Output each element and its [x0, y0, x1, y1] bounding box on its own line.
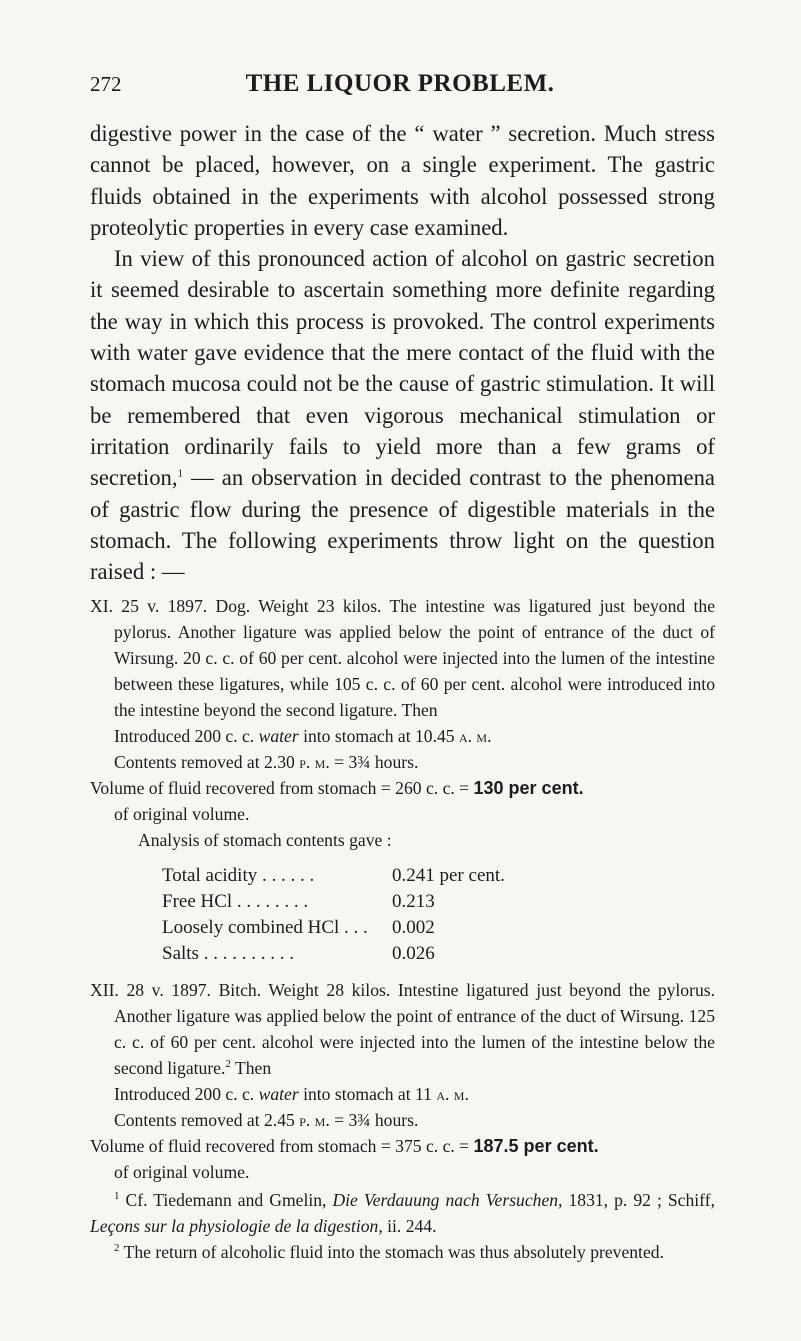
analysis-row — [162, 941, 505, 967]
footnote-1-title-2: Leçons sur la physiologie de la digestion, — [90, 1216, 383, 1237]
experiment-xii-lead — [90, 977, 715, 1081]
exp-xii-then: Then — [230, 1058, 272, 1079]
exp-xii-introduced-text: Introduced 200 c. c. — [114, 1084, 259, 1105]
footnote-1-title-1: Die Verdauung nach Versuchen, — [332, 1190, 563, 1211]
exp-xii-time-pm: p. m. — [299, 1110, 330, 1131]
analysis-row — [162, 889, 505, 915]
exp-xi-introduced-text-2: into stomach at 10.45 — [298, 726, 459, 747]
paragraph-2 — [90, 243, 715, 587]
exp-xii-introduced-text-2: into stomach at 11 — [298, 1084, 437, 1105]
analysis-label: Total acidity . . . . . . — [162, 865, 315, 887]
analysis-label: Loosely combined HCl . . . — [162, 917, 368, 939]
experiment-xii — [90, 977, 715, 1185]
exp-xi-time-am: a. m. — [458, 726, 492, 747]
body-text — [90, 118, 715, 1265]
footnote-2 — [90, 1239, 715, 1265]
exp-xii-volume-text: Volume of fluid recovered from stomach = 375 c. c. = — [90, 1136, 474, 1157]
page-header — [90, 70, 710, 100]
analysis-value: 0.026 — [392, 943, 435, 965]
exp-xii-removed-text-2: = 3¾ hours. — [329, 1110, 419, 1131]
experiment-xi-lead: XI. 25 v. 1897. Dog. Weight 23 kilos. The intestine was ligatured just beyond the pylorus. Another ligature was applied below the point of entrance of the duct of Wirsung. 20 c. c. of 60 per cent. alcohol were injected into the lumen of the intestine between these ligatures, while 105 c. c. of 60 per cent. alcohol were introduced into the intestine beyond the second ligature. Then — [90, 596, 715, 721]
exp-xii-water: water — [258, 1084, 299, 1105]
footnote-ref-1: 1 — [177, 467, 184, 480]
experiment-xi-volume — [90, 775, 715, 801]
footnote-ref-2: 2 — [225, 1058, 231, 1071]
exp-xii-volume-percent: 187.5 per cent. — [473, 1136, 599, 1157]
exp-xii-lead-text: XII. 28 v. 1897. Bitch. Weight 28 kilos. Intestine ligatured just beyond the pylorus. Another ligature was applied below the point of entrance of the duct of Wirsung. 125 c. c. of 60 per cent. alcohol were injected into the lumen of the intestine below the second ligature. — [90, 980, 715, 1079]
experiment-xi-analysis-heading: Analysis of stomach contents gave : — [138, 830, 392, 851]
running-title: THE LIQUOR PROBLEM. — [245, 70, 555, 97]
exp-xi-removed-text: Contents removed at 2.30 — [114, 752, 300, 773]
experiment-xii-removed — [114, 1107, 715, 1133]
experiment-xii-volume — [90, 1133, 715, 1159]
footnotes — [90, 1187, 715, 1265]
footnote-1-mark: 1 — [114, 1190, 120, 1203]
page-number: 272 — [90, 72, 122, 96]
exp-xi-volume-percent: 130 per cent. — [473, 778, 584, 799]
analysis-row — [162, 915, 505, 941]
footnote-1-text-3: ii. 244. — [382, 1216, 437, 1237]
experiment-xi-volume-cont: of original volume. — [114, 804, 250, 825]
exp-xii-time-am: a. m. — [436, 1084, 469, 1105]
analysis-value: 0.002 — [392, 917, 435, 939]
footnote-2-text: The return of alcoholic fluid into the stomach was thus absolutely prevented. — [119, 1242, 664, 1263]
exp-xi-introduced-text: Introduced 200 c. c. — [114, 726, 259, 747]
analysis-row — [162, 863, 505, 889]
paragraph-2-text: In view of this pronounced action of alcohol on gastric secretion it seemed desirable to ascertain something more definite regarding the way in which this process is provoked. The control experiments with water gave evidence that the mere contact of the fluid with the stomach mucosa could not be the cause of gastric stimulation. It will be remembered that even vigorous mechanical stimulation or irritation ordinarily fails to yield more than a few grams of secretion, — [90, 246, 715, 491]
experiment-xi-introduced — [114, 723, 715, 749]
experiment-xi-removed — [114, 749, 715, 775]
footnote-1-text-2: 1831, p. 92 ; Schiff, — [562, 1190, 715, 1211]
experiment-xii-introduced — [114, 1081, 715, 1107]
analysis-value: 0.241 per cent. — [392, 865, 505, 887]
paragraph-1: digestive power in the case of the “ water ” secretion. Much stress cannot be placed, however, on a single experiment. The gastric fluids obtained in the experiments with alcohol possessed strong proteolytic properties in every case examined. — [90, 121, 715, 240]
analysis-label: Free HCl . . . . . . . . — [162, 891, 309, 913]
exp-xi-removed-text-2: = 3¾ hours. — [329, 752, 419, 773]
analysis-label: Salts . . . . . . . . . . — [162, 943, 294, 965]
exp-xi-time-pm: p. m. — [299, 752, 330, 773]
footnote-1 — [90, 1187, 715, 1239]
analysis-value: 0.213 — [392, 891, 435, 913]
paragraph-2-continued: — an observation in decided contrast to the phenomena of gastric flow during the presence of digestible materials in the stomach. The following experiments throw light on the question raised : — — [90, 465, 716, 585]
analysis-table — [162, 863, 505, 967]
experiment-xi — [90, 593, 715, 967]
exp-xi-water: water — [258, 726, 299, 747]
footnote-2-mark: 2 — [114, 1242, 120, 1255]
footnote-1-text: Cf. Tiedemann and Gmelin, — [119, 1190, 333, 1211]
experiment-xii-volume-cont: of original volume. — [114, 1162, 250, 1183]
exp-xi-volume-text: Volume of fluid recovered from stomach = 260 c. c. = — [90, 778, 474, 799]
exp-xii-removed-text: Contents removed at 2.45 — [114, 1110, 300, 1131]
